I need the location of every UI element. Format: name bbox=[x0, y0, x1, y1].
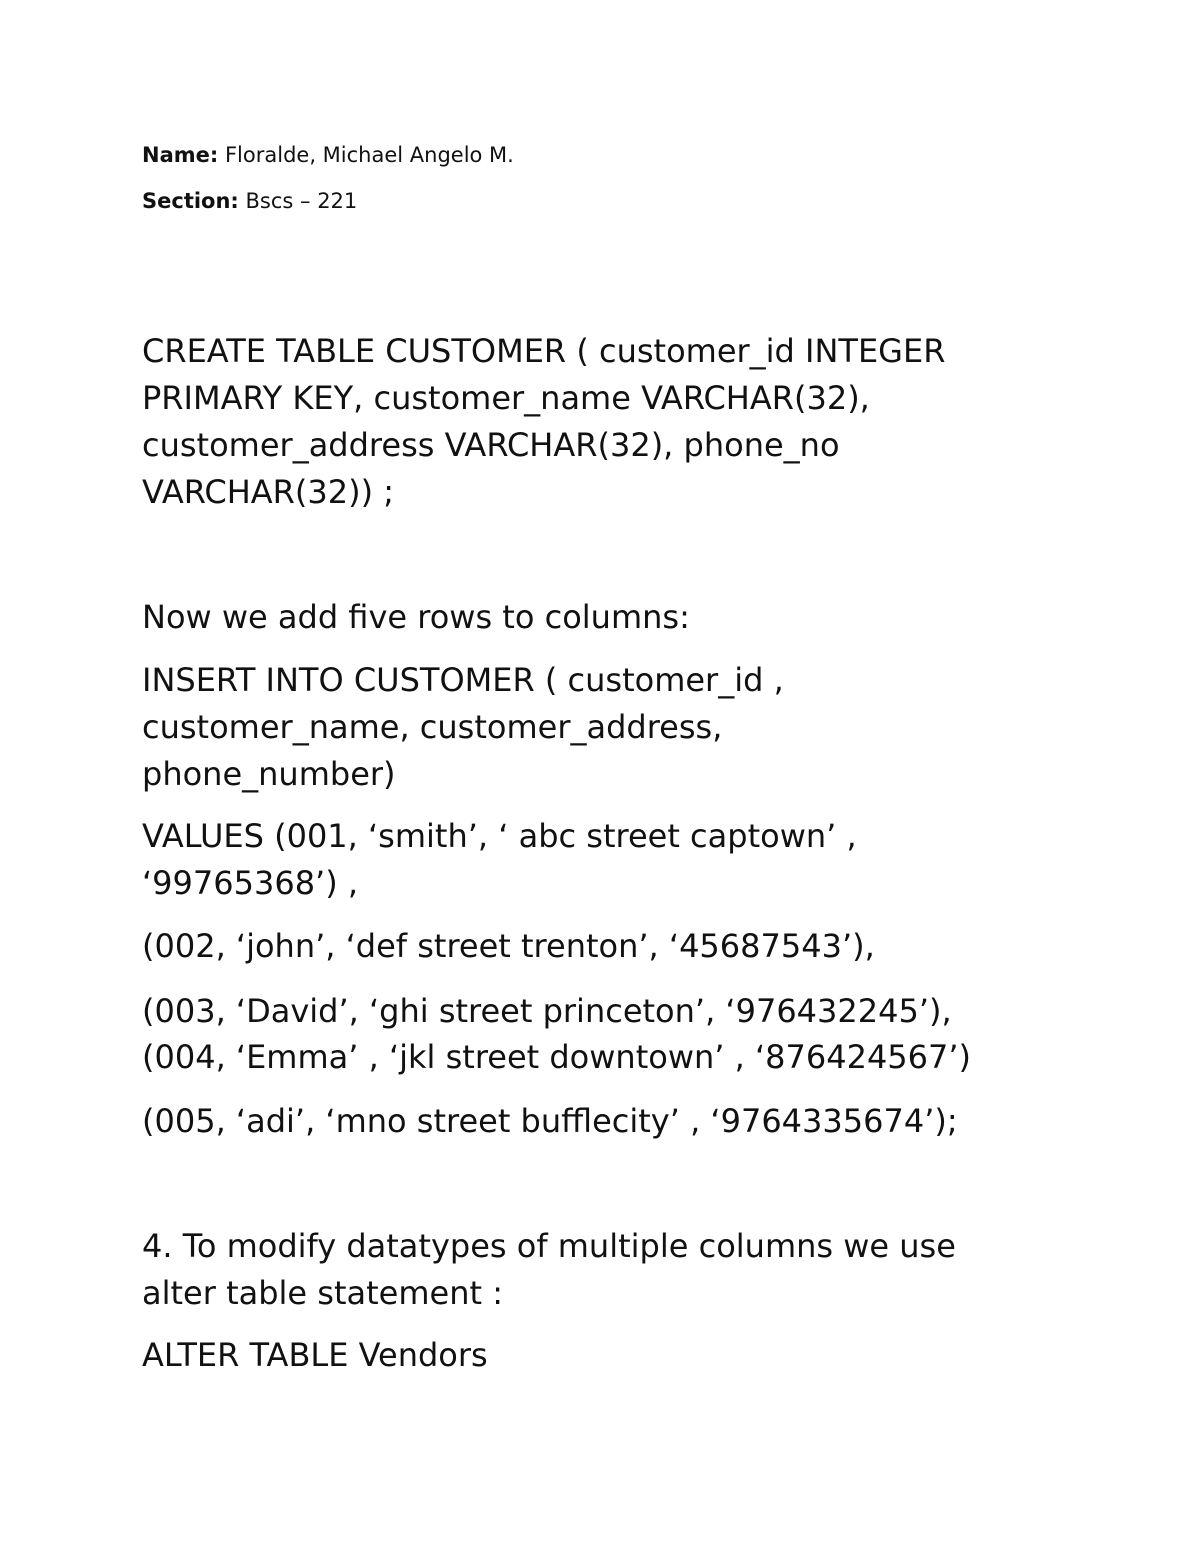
values-row-005: (005, ‘adi’, ‘mno street bufflecity’ , ‘9764335674’); bbox=[142, 1102, 958, 1140]
section-line bbox=[142, 188, 357, 214]
create-table-line-1: CREATE TABLE CUSTOMER ( customer_id INTEGER bbox=[142, 332, 946, 370]
insert-line-2: customer_name, customer_address, bbox=[142, 708, 723, 746]
name-line bbox=[142, 142, 514, 168]
name-label: Name: bbox=[142, 143, 219, 167]
alter-intro-line-2: alter table statement : bbox=[142, 1274, 503, 1312]
section-label: Section: bbox=[142, 189, 239, 213]
create-table-line-2: PRIMARY KEY, customer_name VARCHAR(32), bbox=[142, 379, 870, 417]
insert-intro: Now we add five rows to columns: bbox=[142, 598, 690, 636]
values-row-002: (002, ‘john’, ‘def street trenton’, ‘45687543’), bbox=[142, 927, 875, 965]
values-line-2: ‘99765368’) , bbox=[142, 864, 359, 902]
insert-line-1: INSERT INTO CUSTOMER ( customer_id , bbox=[142, 661, 784, 699]
values-line-1: VALUES (001, ‘smith’, ‘ abc street captown’ , bbox=[142, 817, 857, 855]
insert-line-3: phone_number) bbox=[142, 755, 396, 793]
alter-statement: ALTER TABLE Vendors bbox=[142, 1336, 488, 1374]
values-row-003: (003, ‘David’, ‘ghi street princeton’, ‘976432245’), bbox=[142, 992, 952, 1030]
alter-intro-line-1: 4. To modify datatypes of multiple columns we use bbox=[142, 1227, 956, 1265]
section-value: Bscs – 221 bbox=[245, 189, 358, 213]
create-table-line-4: VARCHAR(32)) ; bbox=[142, 473, 395, 511]
values-row-004: (004, ‘Emma’ , ‘jkl street downtown’ , ‘876424567’) bbox=[142, 1038, 972, 1076]
name-value: Floralde, Michael Angelo M. bbox=[224, 143, 514, 167]
create-table-line-3: customer_address VARCHAR(32), phone_no bbox=[142, 426, 840, 464]
